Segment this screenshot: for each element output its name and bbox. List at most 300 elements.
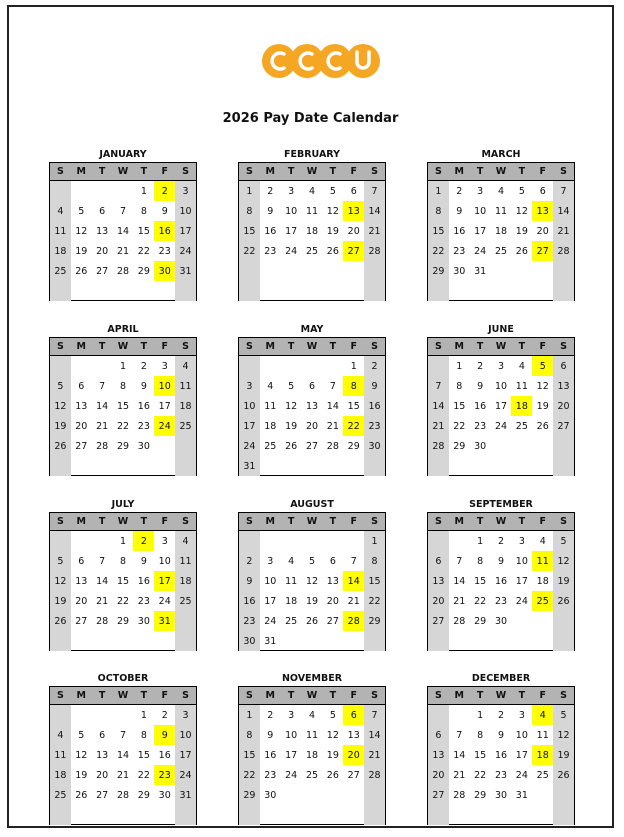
day-cell: 23	[158, 245, 171, 257]
day-cell: 8	[456, 380, 463, 392]
day-cell: 23	[474, 420, 487, 432]
month-august	[238, 498, 386, 651]
empty-cell	[302, 356, 323, 376]
day-cell: 24	[264, 615, 277, 627]
day-cell: 2	[267, 709, 274, 721]
empty-cell	[343, 805, 364, 825]
day-cell: 15	[453, 400, 466, 412]
day-cell: 3	[477, 185, 484, 197]
day-cell: 29	[137, 789, 150, 801]
empty-cell	[470, 805, 491, 825]
day-cell: 14	[96, 575, 109, 587]
empty-cell	[364, 805, 385, 825]
day-cell: 24	[515, 769, 528, 781]
empty-cell	[553, 805, 574, 825]
empty-cell	[281, 261, 302, 281]
weekday-header: S	[553, 687, 574, 705]
day-cell: 1	[140, 185, 147, 197]
day-cell: 26	[285, 440, 298, 452]
day-cell: 29	[239, 785, 260, 805]
weekday-header: T	[322, 338, 343, 356]
pay-date-cell: 30	[154, 261, 175, 281]
day-cell: 3	[161, 535, 168, 547]
day-cell: 10	[239, 396, 260, 416]
day-cell: 16	[137, 575, 150, 587]
weekday-header: T	[281, 163, 302, 181]
empty-cell	[511, 456, 532, 476]
day-cell: 31	[175, 261, 196, 281]
day-cell: 19	[50, 591, 71, 611]
day-cell: 11	[305, 729, 319, 741]
day-cell: 30	[264, 789, 277, 801]
empty-cell	[133, 631, 154, 651]
day-cell: 21	[553, 221, 574, 241]
weekday-header: S	[428, 338, 449, 356]
day-cell: 30	[137, 440, 150, 452]
weekday-header: M	[260, 687, 281, 705]
day-cell: 26	[50, 611, 71, 631]
day-cell: 24	[515, 595, 528, 607]
day-cell: 7	[99, 555, 106, 567]
weekday-header: S	[175, 338, 196, 356]
day-cell: 18	[305, 749, 319, 761]
day-cell: 19	[326, 749, 339, 761]
weekday-header: M	[71, 163, 92, 181]
day-cell: 28	[116, 789, 130, 801]
day-cell: 20	[75, 420, 88, 432]
day-cell: 16	[494, 749, 508, 761]
empty-cell	[428, 456, 449, 476]
day-cell: 30	[239, 631, 260, 651]
empty-cell	[154, 436, 175, 456]
weekday-header: T	[470, 163, 491, 181]
weekday-header: T	[92, 513, 113, 531]
day-cell: 20	[96, 245, 109, 257]
day-cell: 10	[515, 555, 528, 567]
empty-cell	[154, 281, 175, 301]
day-cell: 20	[553, 396, 574, 416]
weekday-header: M	[449, 163, 470, 181]
day-cell: 22	[239, 241, 260, 261]
weekday-header: M	[260, 338, 281, 356]
day-cell: 24	[175, 765, 196, 785]
day-cell: 24	[239, 436, 260, 456]
empty-cell	[532, 631, 553, 651]
day-cell: 30	[494, 615, 508, 627]
month-name: SEPTEMBER	[469, 499, 533, 510]
day-cell: 1	[428, 181, 449, 201]
day-cell: 25	[50, 785, 71, 805]
day-cell: 2	[364, 356, 385, 376]
day-cell: 24	[494, 420, 508, 432]
day-cell: 10	[474, 205, 487, 217]
empty-cell	[491, 805, 512, 825]
day-cell: 7	[456, 555, 463, 567]
day-cell: 26	[536, 420, 549, 432]
empty-cell	[491, 281, 512, 301]
month-february	[238, 148, 386, 301]
weekday-header: S	[50, 687, 71, 705]
day-cell: 2	[267, 185, 274, 197]
empty-cell	[343, 261, 364, 281]
empty-cell	[175, 281, 196, 301]
day-cell: 9	[140, 380, 147, 392]
day-cell: 21	[364, 745, 385, 765]
empty-cell	[281, 456, 302, 476]
day-cell: 6	[428, 725, 449, 745]
day-cell: 26	[326, 769, 339, 781]
empty-cell	[113, 456, 134, 476]
day-cell: 16	[239, 591, 260, 611]
empty-cell	[92, 356, 113, 376]
empty-cell	[511, 805, 532, 825]
day-cell: 21	[116, 769, 130, 781]
day-cell: 23	[453, 245, 466, 257]
day-cell: 25	[285, 615, 298, 627]
empty-cell	[449, 705, 470, 725]
month-grid	[427, 686, 575, 825]
weekday-header: F	[154, 513, 175, 531]
day-cell: 19	[515, 225, 528, 237]
day-cell: 7	[329, 380, 336, 392]
weekday-header: S	[428, 163, 449, 181]
day-cell: 30	[474, 440, 487, 452]
empty-cell	[239, 356, 260, 376]
pay-date-cell: 9	[154, 725, 175, 745]
page-title: 2026 Pay Date Calendar	[222, 111, 399, 126]
day-cell: 14	[326, 400, 339, 412]
day-cell: 23	[264, 245, 277, 257]
day-cell: 29	[116, 440, 130, 452]
day-cell: 17	[474, 225, 487, 237]
day-cell: 1	[364, 531, 385, 551]
empty-cell	[260, 531, 281, 551]
day-cell: 31	[239, 456, 260, 476]
empty-cell	[281, 805, 302, 825]
day-cell: 23	[264, 769, 277, 781]
day-cell: 12	[536, 380, 549, 392]
month-name: JUNE	[488, 324, 514, 335]
day-cell: 14	[364, 201, 385, 221]
month-grid	[49, 337, 197, 476]
day-cell: 14	[116, 225, 130, 237]
month-name: OCTOBER	[97, 673, 149, 684]
day-cell: 5	[553, 531, 574, 551]
day-cell: 3	[267, 555, 274, 567]
day-cell: 8	[477, 729, 484, 741]
empty-cell	[343, 785, 364, 805]
day-cell: 21	[428, 416, 449, 436]
empty-cell	[532, 611, 553, 631]
day-cell: 23	[239, 611, 260, 631]
day-cell: 12	[515, 205, 528, 217]
pay-date-cell: 8	[343, 376, 364, 396]
day-cell: 27	[96, 789, 109, 801]
pay-date-cell: 6	[343, 705, 364, 725]
empty-cell	[50, 356, 71, 376]
month-december	[427, 672, 575, 825]
empty-cell	[92, 456, 113, 476]
day-cell: 16	[453, 225, 466, 237]
day-cell: 10	[264, 575, 277, 587]
day-cell: 11	[50, 221, 71, 241]
month-grid	[238, 162, 386, 301]
month-name: FEBRUARY	[284, 149, 340, 160]
weekday-header: F	[343, 163, 364, 181]
empty-cell	[491, 436, 512, 456]
day-cell: 28	[326, 440, 339, 452]
day-cell: 6	[350, 185, 357, 197]
pay-date-cell: 31	[154, 611, 175, 631]
weekday-header: M	[449, 513, 470, 531]
day-cell: 15	[239, 221, 260, 241]
weekday-header: F	[532, 687, 553, 705]
day-cell: 4	[308, 709, 316, 721]
day-cell: 15	[474, 749, 487, 761]
day-cell: 11	[515, 380, 528, 392]
day-cell: 17	[494, 400, 508, 412]
weekday-header: S	[239, 513, 260, 531]
month-march	[427, 148, 575, 301]
day-cell: 9	[161, 205, 168, 217]
day-cell: 3	[518, 709, 525, 721]
empty-cell	[428, 531, 449, 551]
weekday-header: S	[553, 513, 574, 531]
day-cell: 4	[50, 725, 71, 745]
day-cell: 15	[428, 221, 449, 241]
day-cell: 9	[140, 555, 147, 567]
day-cell: 4	[518, 360, 525, 372]
day-cell: 2	[239, 551, 260, 571]
empty-cell	[449, 631, 470, 651]
day-cell: 12	[326, 205, 339, 217]
weekday-header: T	[322, 163, 343, 181]
day-cell: 28	[453, 789, 466, 801]
weekday-header: S	[239, 338, 260, 356]
empty-cell	[343, 281, 364, 301]
day-cell: 21	[96, 595, 109, 607]
day-cell: 22	[116, 595, 130, 607]
day-cell: 1	[239, 705, 260, 725]
weekday-header: M	[449, 338, 470, 356]
day-cell: 11	[494, 205, 508, 217]
empty-cell	[50, 531, 71, 551]
weekday-header: F	[343, 513, 364, 531]
pay-date-cell: 24	[154, 416, 175, 436]
day-cell: 10	[285, 205, 298, 217]
day-cell: 21	[453, 769, 466, 781]
empty-cell	[260, 356, 281, 376]
weekday-header: T	[511, 513, 532, 531]
empty-cell	[302, 531, 323, 551]
day-cell: 29	[474, 789, 487, 801]
day-cell: 15	[137, 225, 150, 237]
calendar-page	[7, 5, 614, 828]
empty-cell	[260, 456, 281, 476]
empty-cell	[491, 261, 512, 281]
day-cell: 20	[347, 225, 360, 237]
pay-date-cell: 23	[154, 765, 175, 785]
day-cell: 25	[494, 245, 508, 257]
weekday-header: S	[50, 513, 71, 531]
day-cell: 17	[285, 749, 298, 761]
empty-cell	[50, 281, 71, 301]
pay-date-cell: 25	[532, 591, 553, 611]
empty-cell	[322, 631, 343, 651]
day-cell: 19	[50, 416, 71, 436]
empty-cell	[260, 261, 281, 281]
day-cell: 21	[96, 420, 109, 432]
weekday-header: F	[343, 338, 364, 356]
month-april	[49, 323, 197, 476]
day-cell: 13	[96, 225, 109, 237]
weekday-header: T	[281, 338, 302, 356]
weekday-header: T	[133, 513, 154, 531]
day-cell: 30	[364, 436, 385, 456]
day-cell: 12	[50, 571, 71, 591]
day-cell: 7	[456, 729, 463, 741]
day-cell: 3	[175, 705, 196, 725]
day-cell: 26	[553, 591, 574, 611]
day-cell: 12	[75, 749, 88, 761]
empty-cell	[154, 805, 175, 825]
day-cell: 13	[305, 400, 319, 412]
day-cell: 13	[326, 575, 339, 587]
day-cell: 7	[119, 205, 127, 217]
day-cell: 31	[515, 789, 528, 801]
day-cell: 3	[288, 185, 295, 197]
day-cell: 9	[364, 376, 385, 396]
weekday-header: M	[71, 513, 92, 531]
day-cell: 3	[239, 376, 260, 396]
day-cell: 27	[553, 416, 574, 436]
day-cell: 6	[308, 380, 316, 392]
day-cell: 20	[326, 595, 339, 607]
day-cell: 1	[477, 535, 484, 547]
weekday-header: S	[428, 513, 449, 531]
day-cell: 25	[264, 440, 277, 452]
day-cell: 27	[326, 615, 339, 627]
month-grid	[238, 686, 386, 825]
weekday-header: T	[133, 163, 154, 181]
day-cell: 24	[474, 245, 487, 257]
day-cell: 18	[175, 396, 196, 416]
month-grid	[238, 512, 386, 651]
day-cell: 7	[428, 376, 449, 396]
empty-cell	[449, 531, 470, 551]
month-grid	[427, 162, 575, 301]
day-cell: 2	[456, 185, 463, 197]
month-january	[49, 148, 197, 301]
weekday-header: M	[71, 687, 92, 705]
day-cell: 15	[137, 749, 150, 761]
empty-cell	[532, 456, 553, 476]
day-cell: 11	[175, 551, 196, 571]
empty-cell	[322, 785, 343, 805]
day-cell: 25	[536, 769, 549, 781]
empty-cell	[154, 456, 175, 476]
day-cell: 15	[474, 575, 487, 587]
weekday-header: S	[364, 687, 385, 705]
weekday-header: W	[113, 687, 134, 705]
empty-cell	[175, 436, 196, 456]
day-cell: 26	[326, 245, 339, 257]
empty-cell	[364, 456, 385, 476]
weekday-header: T	[511, 163, 532, 181]
day-cell: 13	[75, 575, 88, 587]
month-grid	[49, 512, 197, 651]
day-cell: 28	[453, 615, 466, 627]
empty-cell	[71, 356, 92, 376]
empty-cell	[302, 261, 323, 281]
day-cell: 9	[239, 571, 260, 591]
day-cell: 12	[553, 551, 574, 571]
day-cell: 4	[50, 201, 71, 221]
day-cell: 24	[158, 595, 171, 607]
empty-cell	[154, 631, 175, 651]
day-cell: 17	[264, 595, 277, 607]
empty-cell	[322, 805, 343, 825]
day-cell: 6	[99, 205, 106, 217]
weekday-header: W	[302, 163, 323, 181]
weekday-header: S	[175, 513, 196, 531]
weekday-header: W	[302, 513, 323, 531]
day-cell: 1	[350, 360, 357, 372]
weekday-header: T	[511, 338, 532, 356]
empty-cell	[302, 631, 323, 651]
day-cell: 29	[137, 265, 150, 277]
day-cell: 4	[267, 380, 274, 392]
pay-date-cell: 18	[511, 396, 532, 416]
day-cell: 25	[515, 420, 528, 432]
empty-cell	[470, 631, 491, 651]
day-cell: 12	[75, 225, 88, 237]
day-cell: 20	[305, 420, 319, 432]
pay-date-cell: 20	[343, 745, 364, 765]
day-cell: 12	[285, 400, 298, 412]
day-cell: 7	[364, 181, 385, 201]
day-cell: 8	[140, 205, 147, 217]
day-cell: 13	[553, 376, 574, 396]
empty-cell	[322, 531, 343, 551]
empty-cell	[71, 281, 92, 301]
empty-cell	[133, 281, 154, 301]
empty-cell	[511, 436, 532, 456]
day-cell: 8	[239, 725, 260, 745]
weekday-header: W	[113, 513, 134, 531]
day-cell: 9	[267, 729, 274, 741]
month-july	[49, 498, 197, 651]
empty-cell	[133, 805, 154, 825]
day-cell: 3	[518, 535, 525, 547]
day-cell: 27	[347, 769, 360, 781]
empty-cell	[511, 611, 532, 631]
weekday-header: T	[92, 163, 113, 181]
day-cell: 22	[137, 245, 150, 257]
day-cell: 4	[308, 185, 316, 197]
day-cell: 22	[474, 595, 487, 607]
empty-cell	[175, 456, 196, 476]
day-cell: 28	[553, 241, 574, 261]
day-cell: 10	[494, 380, 508, 392]
day-cell: 31	[264, 635, 277, 647]
day-cell: 5	[78, 205, 85, 217]
empty-cell	[71, 181, 92, 201]
day-cell: 30	[494, 789, 508, 801]
day-cell: 31	[474, 265, 487, 277]
day-cell: 18	[50, 765, 71, 785]
pay-date-cell: 14	[343, 571, 364, 591]
